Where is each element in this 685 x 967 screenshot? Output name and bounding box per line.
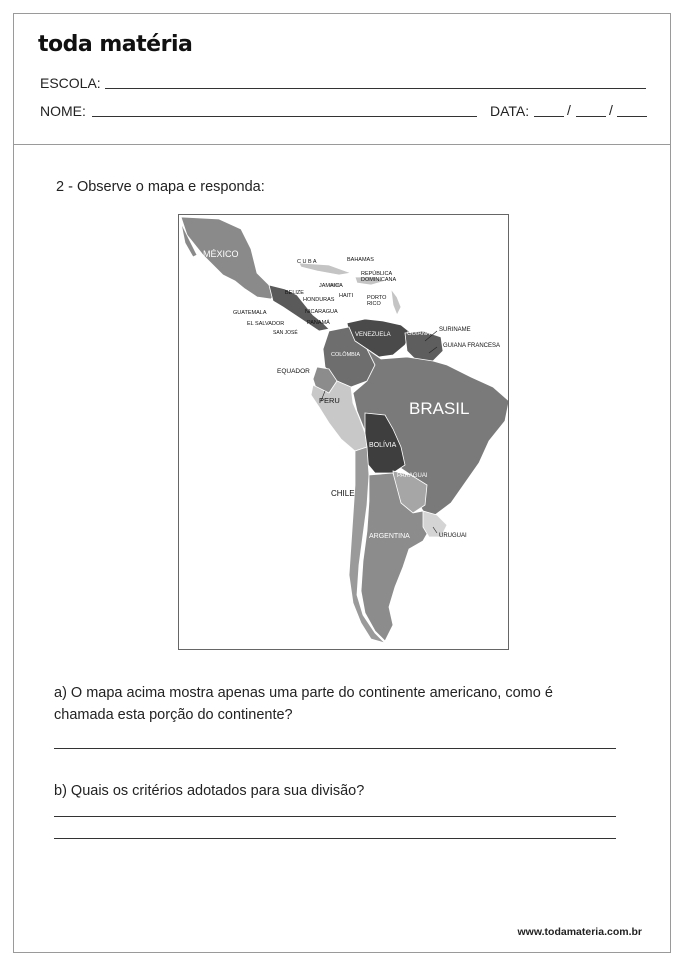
label-equador: EQUADOR (277, 368, 310, 375)
label-panama: PANAMÁ (307, 320, 330, 326)
question-b: b) Quais os critérios adotados para sua divisão? (54, 783, 365, 799)
label-jamaica: JAMAICA (319, 283, 343, 289)
label-brasil: BRASIL (409, 399, 470, 418)
label-bahamas: BAHAMAS (347, 257, 374, 263)
school-label: ESCOLA: (40, 75, 101, 91)
answer-line-a[interactable] (54, 748, 616, 749)
map-graphic (179, 215, 509, 650)
label-uruguai: URUGUAI (439, 533, 467, 539)
lesser-antilles (391, 289, 401, 315)
label-porto-rico-2: RICO (367, 301, 381, 307)
label-bolivia: BOLÍVIA (369, 442, 397, 449)
label-san-jose: SAN JOSÉ (273, 330, 298, 336)
label-guatemala: GUATEMALA (233, 310, 267, 316)
label-suriname: SURINAME (439, 327, 471, 333)
label-haiti: HAITI (339, 293, 354, 299)
label-el-salvador: EL SALVADOR (247, 321, 285, 327)
label-paraguai: PARAGUAI (397, 473, 428, 479)
worksheet (13, 13, 671, 953)
label-honduras: HONDURAS (303, 297, 335, 303)
label-argentina: ARGENTINA (369, 533, 410, 540)
latin-america-map (178, 214, 509, 650)
date-day-line[interactable] (534, 116, 564, 117)
label-chile: CHILE (331, 489, 355, 498)
label-peru: PERU (319, 396, 340, 405)
label-rep-dom-2: DOMINICANA (361, 277, 397, 283)
label-venezuela: VENEZUELA (355, 332, 391, 338)
date-separator: / (567, 102, 571, 118)
question-intro: 2 - Observe o mapa e responda: (56, 179, 265, 195)
label-cuba: C U B A (297, 259, 317, 265)
date-year-line[interactable] (617, 116, 647, 117)
label-porto-rico: PORTO (367, 295, 387, 301)
date-label: DATA: (490, 103, 530, 119)
footer-site: www.todamateria.com.br (517, 926, 642, 938)
name-field-line[interactable] (92, 116, 477, 117)
label-guiana: GUIANA (407, 331, 431, 337)
label-colombia: COLÔMBIA (331, 352, 361, 358)
name-label: NOME: (40, 103, 86, 119)
answer-line-b1[interactable] (54, 816, 616, 817)
label-belize: BELIZE (285, 290, 304, 296)
school-field-line[interactable] (105, 88, 646, 89)
answer-line-b2[interactable] (54, 838, 616, 839)
date-month-line[interactable] (576, 116, 606, 117)
label-nicaragua: NICARAGUA (305, 309, 338, 315)
label-rep-dom: REPÚBLICA (361, 271, 393, 277)
worksheet-header (14, 14, 670, 145)
date-separator: / (609, 102, 613, 118)
label-guiana-francesa: GUIANA FRANCESA (443, 343, 501, 349)
question-a: a) O mapa acima mostra apenas uma parte do continente americano, como é chamada esta porção do continente? (54, 685, 553, 723)
label-mexico: MÉXICO (203, 249, 239, 259)
logo: toda matéria (38, 32, 193, 57)
